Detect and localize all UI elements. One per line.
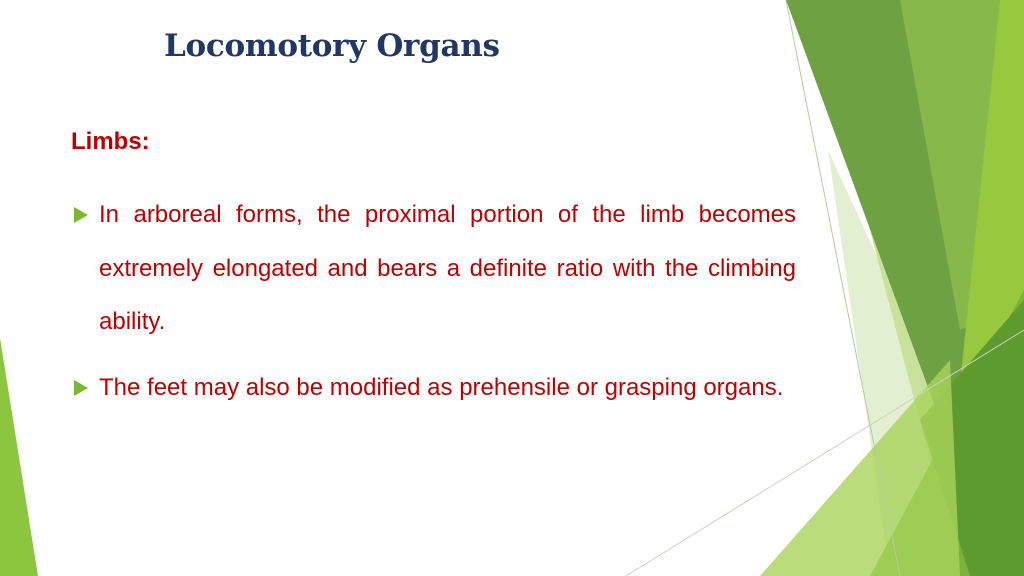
slide-title: Locomotory Organs	[164, 28, 500, 64]
bullet-text: The feet may also be modified as prehensile or grasping organs.	[99, 373, 784, 401]
bullet-text: In arboreal forms, the proximal portion of the limb becomes extremely elongated and bears a definite ratio with the climbing ability.	[99, 201, 796, 335]
left-edge-sliver	[0, 338, 38, 576]
triangle-right-icon	[74, 380, 88, 396]
section-heading: Limbs:	[71, 128, 150, 155]
triangle-right-icon	[74, 207, 88, 223]
bullet-item	[70, 188, 796, 349]
bullet-list	[70, 188, 796, 426]
bullet-item	[70, 361, 796, 415]
